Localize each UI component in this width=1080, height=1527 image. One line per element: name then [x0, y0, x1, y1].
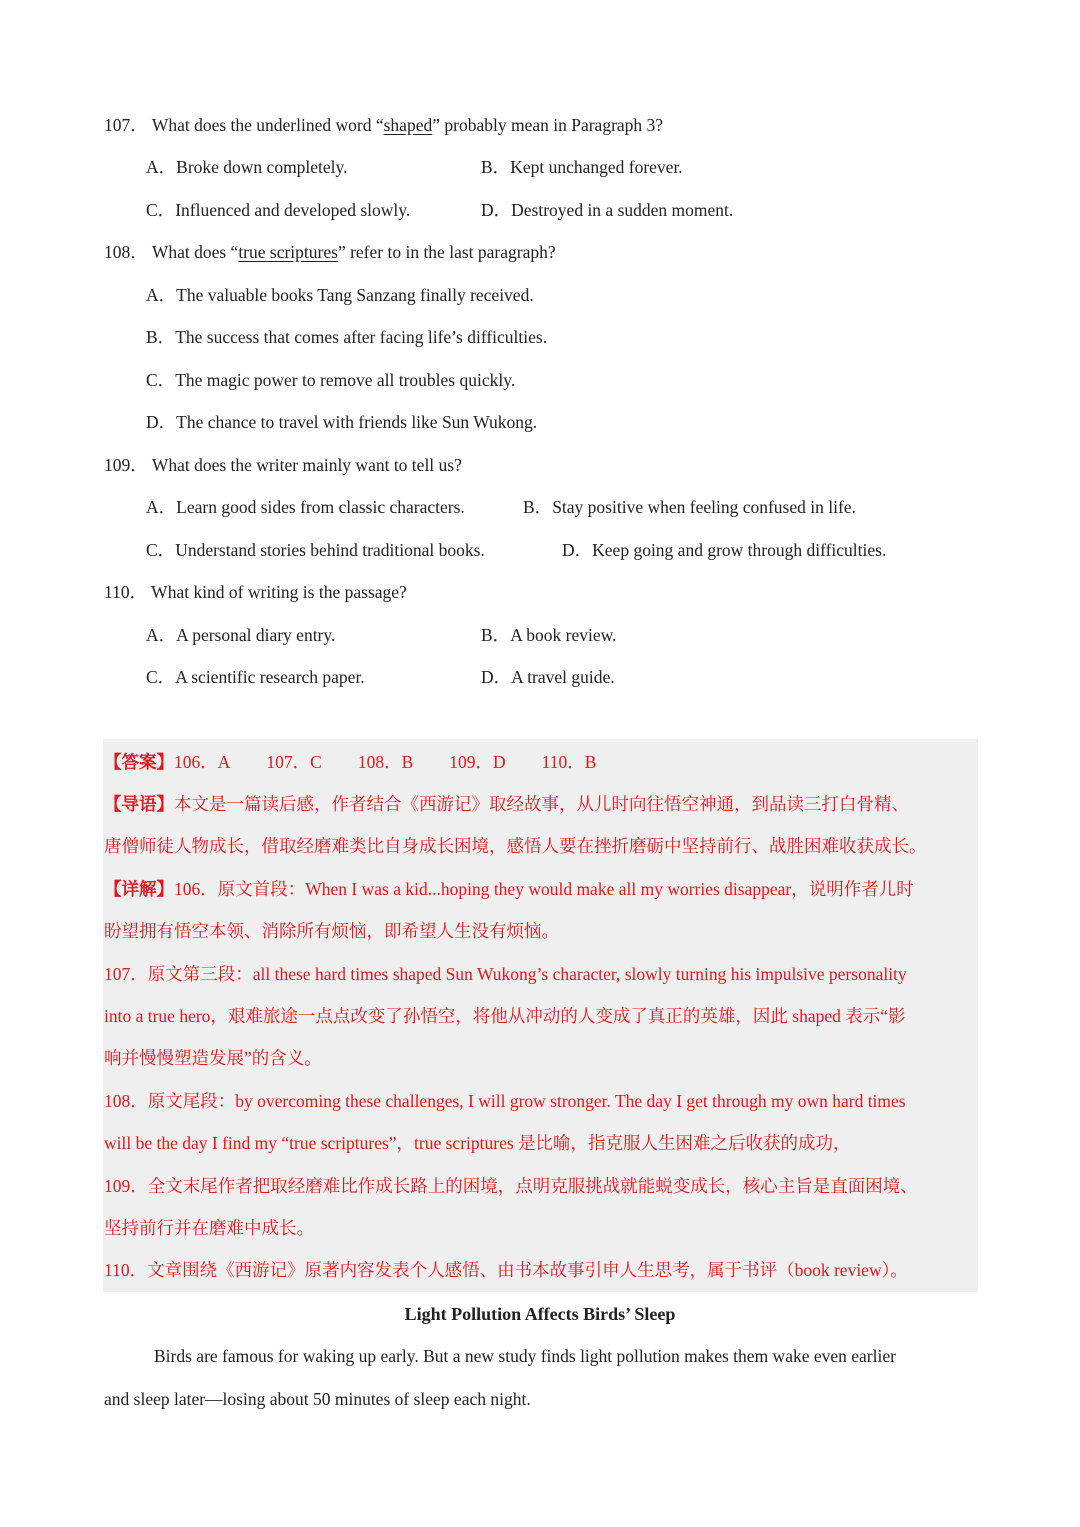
detail-text: 106．原文首段：When I was a kid...hoping they would make all my worries disappear，说明作者儿时 — [174, 879, 914, 899]
option-108-b[interactable] — [146, 326, 547, 348]
detail-text: 110．文章围绕《西游记》原著内容发表个人感悟、由书本故事引申人生思考，属于书评（book review）。 — [104, 1260, 908, 1280]
option-letter: B． — [523, 497, 553, 517]
option-107-c[interactable] — [146, 199, 410, 221]
answer-item: 107．C — [266, 752, 322, 772]
passage-line-2: and sleep later—losing about 50 minutes of sleep each night. — [104, 1389, 531, 1409]
option-text: Stay positive when feeling confused in life. — [552, 497, 856, 517]
detail-text: 107．原文第三段：all these hard times shaped Sun Wukong’s character, slowly turning his impulsive personality — [104, 964, 907, 984]
answer-item: 106．A — [174, 752, 231, 772]
option-letter: A． — [146, 285, 177, 305]
question-110-stem — [104, 581, 407, 603]
passage-line-1: Birds are famous for waking up early. But a new study finds light pollution makes them wake even earlier — [154, 1346, 896, 1366]
question-text: ” refer to in the last paragraph? — [337, 242, 556, 262]
answer-item: 109．D — [449, 752, 506, 772]
option-letter: A． — [146, 497, 177, 517]
detail-line-5 — [104, 1047, 322, 1069]
option-letter: C． — [146, 540, 176, 560]
option-letter: C． — [146, 370, 176, 390]
option-text: Understand stories behind traditional books. — [175, 540, 485, 560]
option-letter: B． — [146, 327, 176, 347]
detail-text: 响并慢慢塑造发展”的含义。 — [104, 1048, 322, 1068]
option-text: The valuable books Tang Sanzang finally received. — [176, 285, 534, 305]
option-text: Influenced and developed slowly. — [175, 200, 411, 220]
option-109-d[interactable] — [562, 539, 886, 561]
option-110-c[interactable] — [146, 666, 365, 688]
option-text: A book review. — [510, 625, 617, 645]
option-letter: A． — [146, 157, 177, 177]
detail-line-1 — [104, 878, 914, 900]
answer-line — [104, 751, 596, 773]
option-108-a[interactable] — [146, 284, 534, 306]
detail-line-4 — [104, 1005, 906, 1027]
detail-text: 109．全文末尾作者把取经磨难比作成长路上的困境，点明克服挑战就能蜕变成长，核心主旨是直面困境、 — [104, 1176, 918, 1196]
option-text: Broke down completely. — [176, 157, 348, 177]
question-108-stem — [104, 241, 556, 263]
option-text: The chance to travel with friends like Sun Wukong. — [176, 412, 538, 432]
question-number: 107． — [104, 115, 148, 135]
underlined-word: shaped — [383, 115, 433, 135]
option-letter: C． — [146, 667, 176, 687]
question-text: ” probably mean in Paragraph 3? — [432, 115, 664, 135]
detail-text: into a true hero，艰难旅途一点点改变了孙悟空，将他从冲动的人变成了真正的英雄，因此 shaped 表示“影 — [104, 1006, 906, 1026]
question-109-stem — [104, 454, 462, 476]
option-text: Kept unchanged forever. — [510, 157, 683, 177]
detail-line-10 — [104, 1259, 908, 1281]
option-110-d[interactable] — [481, 666, 615, 688]
option-letter: A． — [146, 625, 177, 645]
detail-line-6 — [104, 1090, 906, 1112]
option-text: Learn good sides from classic characters. — [176, 497, 465, 517]
detail-text: will be the day I find my “true scriptures”，true scriptures 是比喻，指克服人生困难之后收获的成功， — [104, 1133, 851, 1153]
option-107-b[interactable] — [481, 156, 683, 178]
answer-item: 108．B — [357, 752, 414, 772]
option-109-c[interactable] — [146, 539, 485, 561]
question-107-stem — [104, 114, 663, 136]
option-107-d[interactable] — [481, 199, 733, 221]
passage-title: Light Pollution Affects Birds’ Sleep — [404, 1304, 676, 1324]
question-text: What kind of writing is the passage? — [151, 582, 407, 602]
option-letter: B． — [481, 157, 511, 177]
option-letter: D． — [562, 540, 593, 560]
question-text: What does the underlined word “ — [151, 115, 384, 135]
option-letter: D． — [481, 200, 512, 220]
question-number: 110． — [104, 582, 148, 602]
option-letter: D． — [146, 412, 177, 432]
option-letter: D． — [481, 667, 512, 687]
answer-item: 110．B — [541, 752, 597, 772]
detail-line-9 — [104, 1217, 314, 1239]
option-text: A scientific research paper. — [175, 667, 365, 687]
answer-label: 【答案】 — [104, 752, 174, 772]
question-number: 109． — [104, 455, 148, 475]
detail-text: 盼望拥有悟空本领、消除所有烦恼，即希望人生没有烦恼。 — [104, 921, 559, 941]
guide-text: 本文是一篇读后感，作者结合《西游记》取经故事，从儿时向往悟空神通，到品读三打白骨精、 — [174, 794, 909, 814]
question-number: 108． — [104, 242, 148, 262]
detail-text: 108．原文尾段：by overcoming these challenges, I will grow stronger. The day I get through my own hard times — [104, 1091, 906, 1111]
option-107-a[interactable] — [146, 156, 348, 178]
guide-line-2 — [104, 835, 927, 857]
guide-line-1 — [104, 793, 909, 815]
option-110-b[interactable] — [481, 624, 616, 646]
option-108-d[interactable] — [146, 411, 537, 433]
option-108-c[interactable] — [146, 369, 515, 391]
option-109-b[interactable] — [523, 496, 856, 518]
detail-label: 【详解】 — [104, 879, 174, 899]
detail-line-3 — [104, 963, 907, 985]
underlined-phrase: true scriptures — [238, 242, 338, 262]
option-text: A personal diary entry. — [176, 625, 336, 645]
detail-line-8 — [104, 1175, 918, 1197]
detail-line-7 — [104, 1132, 851, 1154]
option-letter: B． — [481, 625, 511, 645]
option-text: Keep going and grow through difficulties. — [592, 540, 887, 560]
option-109-a[interactable] — [146, 496, 465, 518]
option-110-a[interactable] — [146, 624, 335, 646]
question-text: What does “ — [151, 242, 239, 262]
question-text: What does the writer mainly want to tell us? — [151, 455, 462, 475]
option-text: A travel guide. — [511, 667, 615, 687]
detail-text: 坚持前行并在磨难中成长。 — [104, 1218, 314, 1238]
option-letter: C． — [146, 200, 176, 220]
option-text: The success that comes after facing life’s difficulties. — [175, 327, 548, 347]
option-text: Destroyed in a sudden moment. — [511, 200, 734, 220]
option-text: The magic power to remove all troubles quickly. — [175, 370, 516, 390]
guide-label: 【导语】 — [104, 794, 174, 814]
guide-text: 唐僧师徒人物成长，借取经磨难类比自身成长困境，感悟人要在挫折磨砺中坚持前行、战胜困难收获成长。 — [104, 836, 927, 856]
detail-line-2 — [104, 920, 559, 942]
